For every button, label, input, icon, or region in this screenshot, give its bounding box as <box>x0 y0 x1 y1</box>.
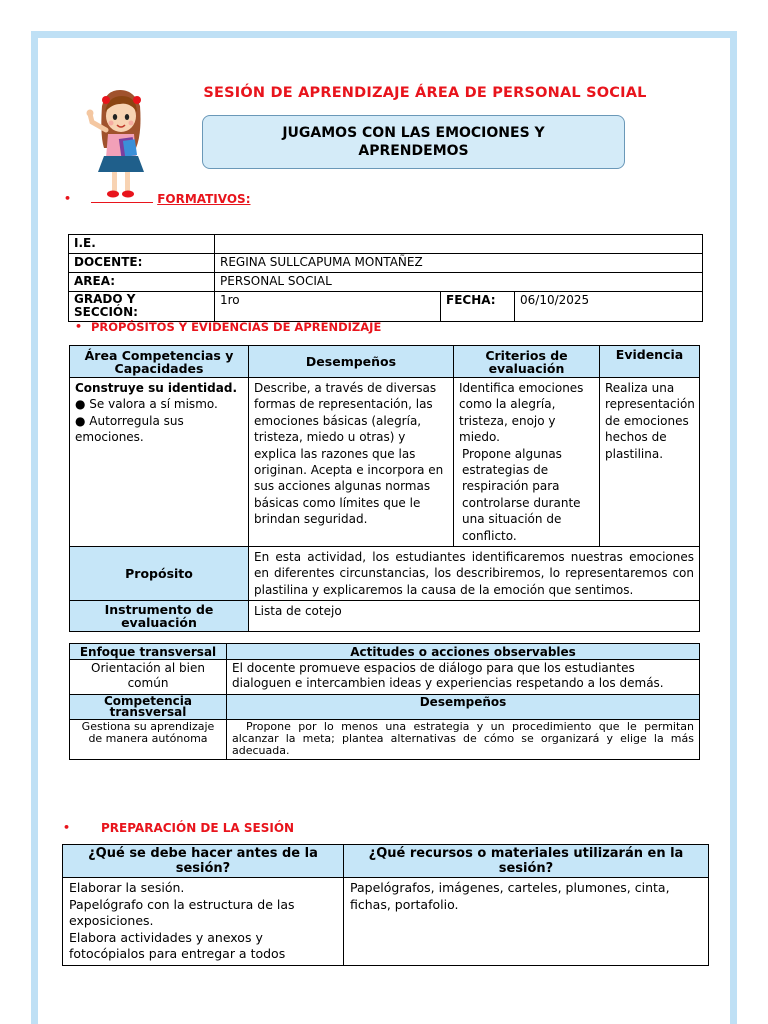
criterio-1: Identifica emociones como la alegría, tristeza, enojo y miedo. <box>459 381 584 445</box>
antes-cell <box>63 878 344 966</box>
info-table <box>68 234 703 322</box>
antes-item: Papelógrafo con la estructura de las exposiciones. <box>69 896 295 928</box>
competencia-transversal-name: Gestiona su aprendizaje de manera autónoma <box>70 720 227 760</box>
grado-value: 1ro <box>215 292 441 322</box>
section-preparacion <box>63 821 295 835</box>
proposito-text: En esta actividad, los estudiantes identificaremos nuestras emociones en diferentes circunstancias, los describiremos, lo representaremos con plastilina y explicaremos la causa de la emoción que sentimos. <box>249 547 700 601</box>
propositos-label: PROPÓSITOS Y EVIDENCIAS DE APRENDIZAJE <box>91 320 382 334</box>
criterios-cell <box>454 378 600 547</box>
competencia-title: Construye su identidad. <box>75 381 238 395</box>
session-title: JUGAMOS CON LAS EMOCIONES Y APRENDEMOS <box>282 125 545 159</box>
preparacion-table <box>62 844 709 966</box>
bullet-icon: • <box>64 192 72 205</box>
antes-item: Elaborar la sesión. <box>69 880 185 895</box>
propositos-table <box>69 345 700 632</box>
enfoque-name: Orientación al bien común <box>70 660 227 695</box>
bullet-icon: • <box>75 320 83 333</box>
formativos-label: FORMATIVOS: <box>157 192 251 206</box>
instrumento-value: Lista de cotejo <box>249 601 700 632</box>
desempenos-transversal-header: Desempeños <box>227 695 700 720</box>
header-criterios: Criterios de evaluación <box>454 346 600 378</box>
docente-value: REGINA SULLCAPUMA MONTAÑEZ <box>215 254 703 273</box>
area-label: AREA: <box>69 273 215 292</box>
instrumento-label: Instrumento de evaluación <box>70 601 249 632</box>
competencia-cell <box>70 378 249 547</box>
blank-underline <box>91 192 153 203</box>
page-title: SESIÓN DE APRENDIZAJE ÁREA DE PERSONAL SOCIAL <box>203 85 647 101</box>
preparacion-label: PREPARACIÓN DE LA SESIÓN <box>101 821 295 835</box>
recursos-cell: Papelógrafos, imágenes, carteles, plumones, cinta, fichas, portafolio. <box>344 878 709 966</box>
enfoque-table <box>69 643 700 760</box>
fecha-label: FECHA: <box>441 292 515 322</box>
bullet-icon: ● <box>75 397 90 412</box>
recursos-header: ¿Qué recursos o materiales utilizarán en la sesión? <box>344 845 709 878</box>
fecha-value: 06/10/2025 <box>515 292 703 322</box>
criterio-2: Propone algunas estrategias de respiración para controlarse durante una situación de conflicto. <box>462 446 581 543</box>
competencia-transversal-text: Propone por lo menos una estrategia y un procedimiento que le permitan alcanzar la meta; plantea alternativas de cómo se organizará y elige la más adecuada. <box>227 720 700 760</box>
enfoque-text: El docente promueve espacios de diálogo para que los estudiantes dialoguen e intercambien ideas y experiencias respetando a los demás. <box>227 660 700 695</box>
grado-label <box>69 292 215 322</box>
desempenos-cell: Describe, a través de diversas formas de representación, las emociones básicas (alegría, tristeza, miedo u otras) y explica las razones que las originan. Acepta e incorpora en sus acciones algunas normas básicas como límites que le brindan seguridad. <box>249 378 454 547</box>
antes-item: Elabora actividades y anexos y fotocópialos para entregar a todos <box>69 929 286 961</box>
header-desempenos: Desempeños <box>249 346 454 378</box>
competencia-transversal-header: Competencia transversal <box>70 695 227 720</box>
evidencia-cell: Realiza una representación de emociones hechos de plastilina. <box>600 378 700 547</box>
competencia-item: ● Autorregula sus emociones. <box>75 413 184 445</box>
section-propositos <box>75 320 382 334</box>
ie-label: I.E. <box>69 235 215 254</box>
session-title-box <box>202 115 625 169</box>
header-evidencia: Evidencia <box>600 346 700 378</box>
ie-value <box>215 235 703 254</box>
actitudes-header: Actitudes o acciones observables <box>227 644 700 660</box>
girl-with-books-icon <box>86 86 158 204</box>
grado-label-line1: GRADO Y <box>74 292 136 306</box>
antes-header: ¿Qué se debe hacer antes de la sesión? <box>63 845 344 878</box>
docente-label: DOCENTE: <box>69 254 215 273</box>
grado-label-line2: SECCIÓN: <box>74 305 138 319</box>
area-value: PERSONAL SOCIAL <box>215 273 703 292</box>
bullet-icon: ● <box>75 413 90 428</box>
competencia-item: ● Se valora a sí mismo. <box>75 397 218 412</box>
bullet-icon: • <box>63 821 71 834</box>
header-area: Área Competencias y Capacidades <box>70 346 249 378</box>
enfoque-header: Enfoque transversal <box>70 644 227 660</box>
section-formativos <box>64 192 251 206</box>
proposito-label: Propósito <box>70 547 249 601</box>
